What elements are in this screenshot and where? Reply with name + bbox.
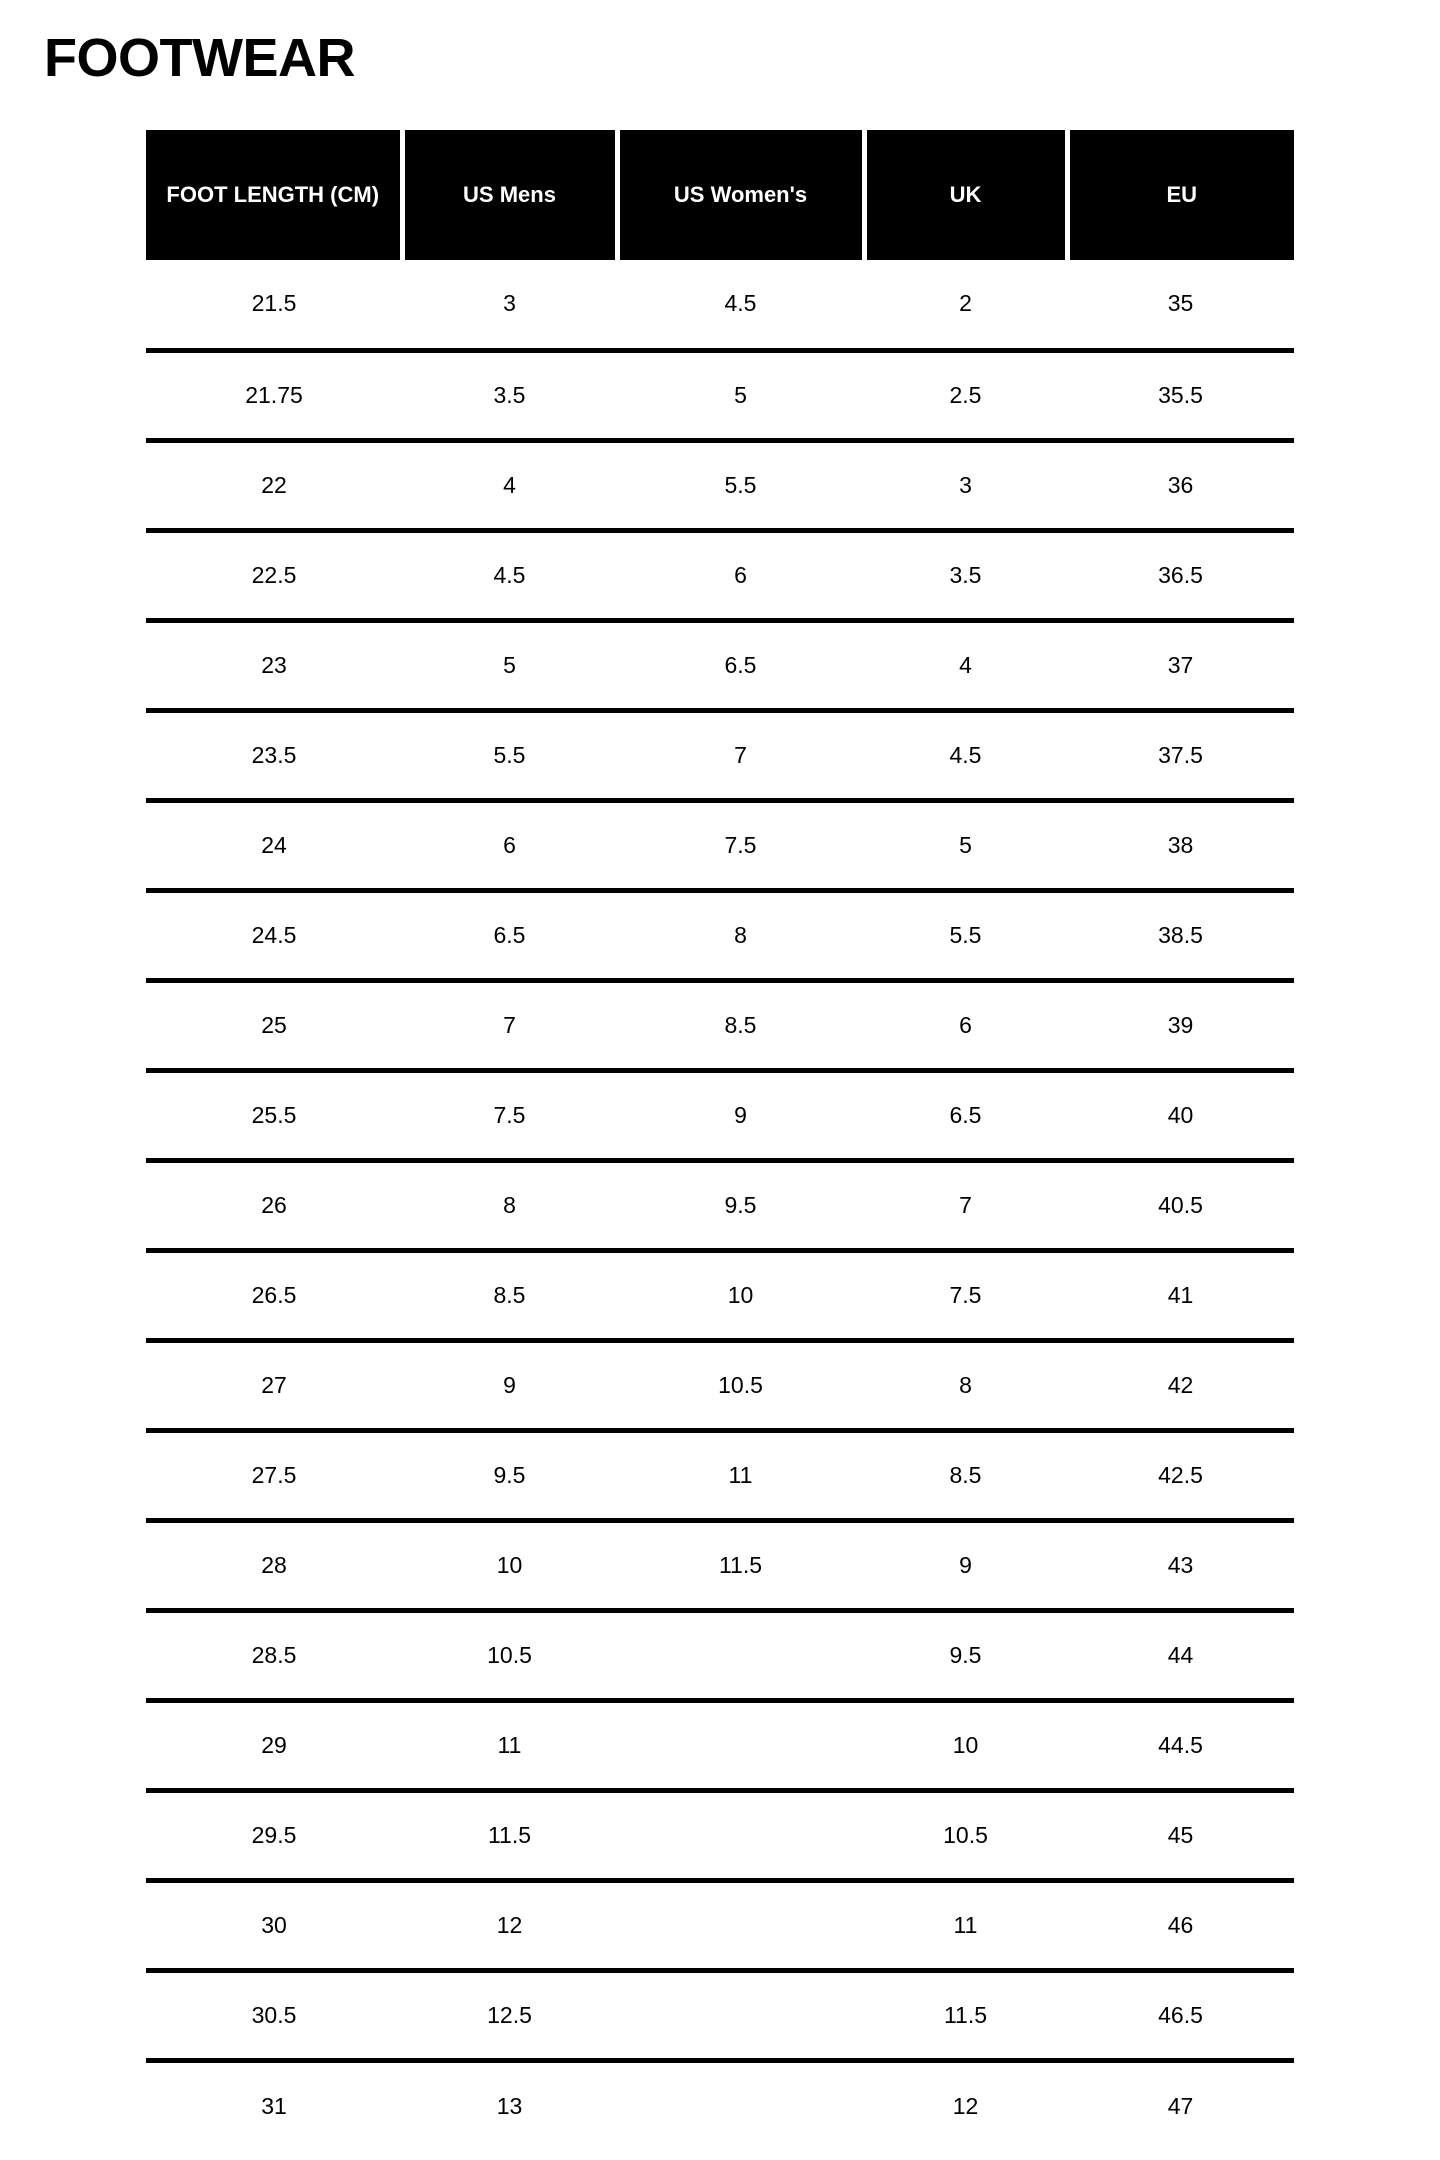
table-row (146, 350, 1294, 440)
table-cell: 3.5 (864, 530, 1067, 620)
table-cell: 5.5 (864, 890, 1067, 980)
table-cell: 21.5 (146, 260, 402, 350)
table-cell: 4 (864, 620, 1067, 710)
table-cell (617, 1880, 864, 1970)
table-cell: 41 (1067, 1250, 1294, 1340)
column-header-uk: UK (864, 130, 1067, 260)
table-cell: 35 (1067, 260, 1294, 350)
table-cell: 38 (1067, 800, 1294, 890)
table-cell: 26 (146, 1160, 402, 1250)
table-cell: 29.5 (146, 1790, 402, 1880)
table-cell: 27 (146, 1340, 402, 1430)
table-cell: 13 (496, 2092, 523, 2119)
table-row (146, 530, 1294, 620)
table-cell: 10.5 (402, 1610, 617, 1700)
table-cell: 5 (617, 350, 864, 440)
table-cell: 6.5 (402, 890, 617, 980)
table-cell: 8.5 (864, 1430, 1067, 1520)
table-row (146, 1610, 1294, 1700)
table-cell: 9 (402, 1340, 617, 1430)
table-cell: 29 (146, 1700, 402, 1790)
table-cell (617, 1970, 864, 2060)
table-cell: 8 (864, 1340, 1067, 1430)
table-cell: 11.5 (617, 1520, 864, 1610)
table-cell: 38.5 (1067, 890, 1294, 980)
table-cell: 31 (261, 2092, 287, 2119)
table-cell: 10 (617, 1250, 864, 1340)
table-cell: 26.5 (146, 1250, 402, 1340)
table-cell: 3 (864, 440, 1067, 530)
table-cell: 11.5 (402, 1790, 617, 1880)
table-row (146, 1970, 1294, 2060)
table-header-row (146, 130, 1294, 260)
table-cell: 46 (1067, 1880, 1294, 1970)
table-cell: 9 (864, 1520, 1067, 1610)
table-cell: 23.5 (146, 710, 402, 800)
table-cell: 44 (1067, 1610, 1294, 1700)
table-cell: 28.5 (146, 1610, 402, 1700)
table-cell: 5 (864, 800, 1067, 890)
table-cell: 7.5 (617, 800, 864, 890)
table-cell: 6.5 (617, 620, 864, 710)
table-cell: 27.5 (146, 1430, 402, 1520)
table-cell: 9.5 (864, 1610, 1067, 1700)
table-cell: 37 (1067, 620, 1294, 710)
table-cell: 11 (402, 1700, 617, 1790)
table-cell: 23 (146, 620, 402, 710)
table-cell: 24.5 (146, 890, 402, 980)
table-cell: 45 (1067, 1790, 1294, 1880)
table-cell: 7 (864, 1160, 1067, 1250)
table-cell: 25.5 (146, 1070, 402, 1160)
table-cell: 46.5 (1067, 1970, 1294, 2060)
table-cell (617, 1700, 864, 1790)
table-cell: 9.5 (617, 1160, 864, 1250)
table-row (146, 1520, 1294, 1610)
table-cell: 5.5 (617, 440, 864, 530)
table-cell: 11.5 (864, 1970, 1067, 2060)
table-cell: 3.5 (402, 350, 617, 440)
column-header-us-mens: US Mens (402, 130, 617, 260)
table-row (146, 620, 1294, 710)
table-cell: 4 (402, 440, 617, 530)
table-cell: 11 (864, 1880, 1067, 1970)
table-row (146, 800, 1294, 890)
table-cell: 43 (1067, 1520, 1294, 1610)
table-cell: 4.5 (617, 260, 864, 350)
page-title: FOOTWEAR (44, 28, 355, 88)
table-cell (617, 1610, 864, 1700)
table-row (146, 440, 1294, 530)
column-header-us-womens: US Women's (617, 130, 864, 260)
table-cell: 44.5 (1067, 1700, 1294, 1790)
table-row (146, 980, 1294, 1070)
table-cell: 28 (146, 1520, 402, 1610)
table-cell: 10 (864, 1700, 1067, 1790)
table-cell: 22.5 (146, 530, 402, 620)
table-cell: 40 (1067, 1070, 1294, 1160)
table-cell: 24 (146, 800, 402, 890)
table-cell: 6.5 (864, 1070, 1067, 1160)
table-row (146, 1160, 1294, 1250)
table-cell: 42 (1067, 1340, 1294, 1430)
table-cell: 8 (617, 890, 864, 980)
table-cell: 12 (952, 2092, 979, 2119)
table-cell: 8.5 (617, 980, 864, 1070)
table-cell (617, 2060, 864, 2150)
table-row (146, 1250, 1294, 1340)
table-cell: 22 (146, 440, 402, 530)
table-cell: 39 (1067, 980, 1294, 1070)
table-cell: 8 (402, 1160, 617, 1250)
size-table-container (146, 130, 1294, 2150)
table-cell: 10.5 (864, 1790, 1067, 1880)
table-row (146, 1700, 1294, 1790)
table-cell: 12.5 (402, 1970, 617, 2060)
table-cell: 5 (402, 620, 617, 710)
table-cell: 37.5 (1067, 710, 1294, 800)
table-row (146, 2060, 1294, 2150)
table-row (146, 890, 1294, 980)
table-cell: 6 (617, 530, 864, 620)
table-cell: 10.5 (617, 1340, 864, 1430)
table-cell: 3 (402, 260, 617, 350)
table-cell (617, 1790, 864, 1880)
table-cell: 7 (617, 710, 864, 800)
table-cell: 2.5 (864, 350, 1067, 440)
table-cell: 6 (402, 800, 617, 890)
table-row (146, 1340, 1294, 1430)
table-cell: 8.5 (402, 1250, 617, 1340)
table-cell: 4.5 (402, 530, 617, 620)
table-cell: 11 (617, 1430, 864, 1520)
table-cell: 12 (402, 1880, 617, 1970)
column-header-eu: EU (1067, 130, 1294, 260)
table-cell: 9.5 (402, 1430, 617, 1520)
table-row (146, 1070, 1294, 1160)
table-cell: 2 (864, 260, 1067, 350)
table-cell: 7 (402, 980, 617, 1070)
table-cell: 4.5 (864, 710, 1067, 800)
table-cell: 7.5 (402, 1070, 617, 1160)
table-cell: 47 (1167, 2092, 1194, 2119)
table-header (146, 130, 1294, 260)
table-row (146, 710, 1294, 800)
table-cell: 5.5 (402, 710, 617, 800)
table-cell: 36 (1067, 440, 1294, 530)
table-cell: 36.5 (1067, 530, 1294, 620)
table-cell: 6 (864, 980, 1067, 1070)
table-body (146, 260, 1294, 2150)
table-cell: 30.5 (146, 1970, 402, 2060)
table-cell: 9 (617, 1070, 864, 1160)
table-cell: 40.5 (1067, 1160, 1294, 1250)
table-cell: 21.75 (146, 350, 402, 440)
table-row (146, 1790, 1294, 1880)
footwear-size-table (146, 130, 1294, 2150)
table-cell: 10 (402, 1520, 617, 1610)
table-row (146, 1880, 1294, 1970)
table-cell: 35.5 (1067, 350, 1294, 440)
table-row (146, 1430, 1294, 1520)
column-header-foot-length: FOOT LENGTH (CM) (146, 130, 402, 260)
table-row (146, 260, 1294, 350)
table-cell: 25 (146, 980, 402, 1070)
table-cell: 42.5 (1067, 1430, 1294, 1520)
table-cell: 7.5 (864, 1250, 1067, 1340)
table-cell: 30 (146, 1880, 402, 1970)
